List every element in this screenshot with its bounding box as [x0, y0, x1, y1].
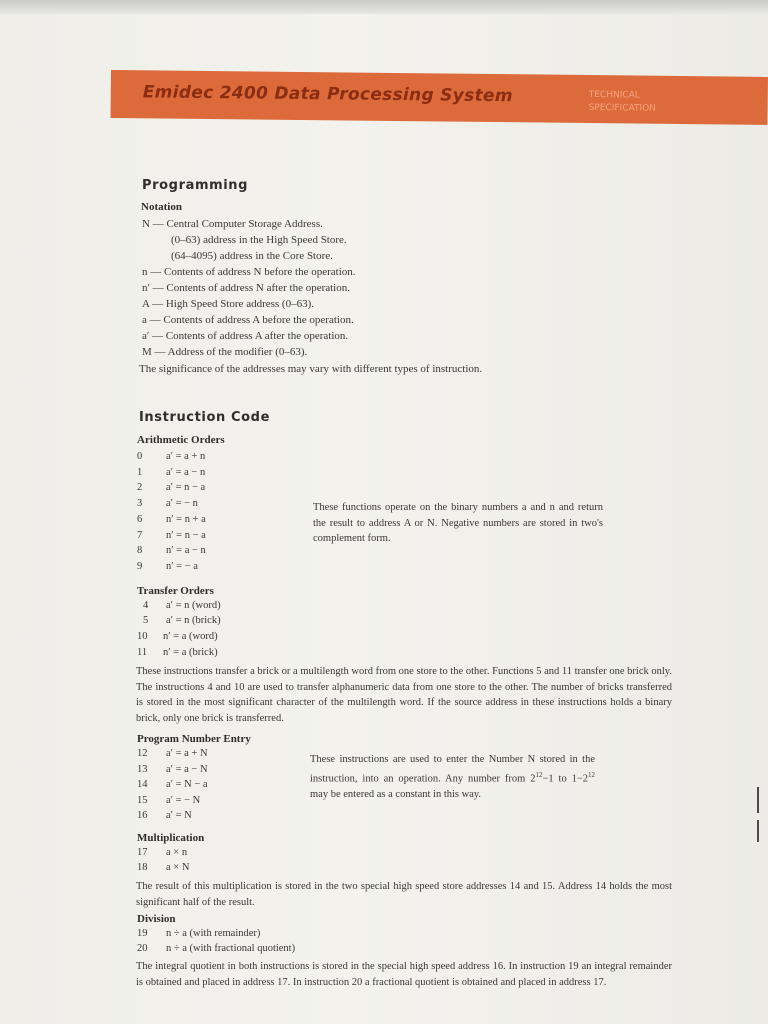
notation-line: n — Contents of address N before the operation.	[142, 266, 356, 278]
notation-line: n′ — Contents of address N after the operation.	[142, 282, 350, 294]
order-expression: a′ = a − n	[166, 467, 206, 478]
arithmetic-note: These functions operate on the binary numbers a and n and return the result to address A or N. Negative numbers are stored in two's complement form.	[313, 502, 603, 545]
multiplication-heading: Multiplication	[137, 832, 205, 844]
order-expression: n′ = a (brick)	[163, 647, 218, 658]
arithmetic-orders-heading: Arithmetic Orders	[137, 434, 225, 446]
document-subtitle	[589, 89, 657, 116]
order-code: 14	[137, 779, 148, 790]
note-exponent: 12	[535, 770, 543, 779]
subtitle-line-2: SPECIFICATION	[588, 103, 656, 114]
order-code: 7	[137, 530, 143, 541]
order-expression: n′ = n + a	[166, 514, 206, 525]
order-expression: a′ = a + N	[166, 748, 208, 759]
instruction-code-heading: Instruction Code	[139, 410, 270, 425]
order-code: 15	[137, 795, 148, 806]
notation-line: (0–63) address in the High Speed Store.	[171, 234, 347, 246]
program-number-entry-heading: Program Number Entry	[137, 733, 251, 745]
order-code: 12	[137, 748, 148, 759]
order-code: 3	[137, 498, 143, 509]
order-expression: n′ = a (word)	[163, 631, 218, 642]
order-expression: a′ = n (word)	[166, 600, 221, 611]
transfer-orders-heading: Transfer Orders	[137, 585, 214, 597]
order-expression: a′ = N − a	[166, 779, 208, 790]
notation-line: The significance of the addresses may vary with different types of instruction.	[139, 363, 483, 375]
transfer-note: These instructions transfer a brick or a multilength word from one store to the other. Functions 5 and 11 transfer one brick only. The instructions 4 and 10 are used to transfer alphanumeric data from one store to the other. The number of bricks transferred is stored in the most significant character of the multilength word. If the source address in these instructions holds a binary brick, only one brick is transferred.	[136, 666, 672, 724]
note-text: −1 to 1−2	[542, 773, 589, 785]
order-code: 11	[137, 647, 148, 658]
multiplication-note: The result of this multiplication is stored in the two special high speed store addresses 14 and 15. Address 14 holds the most significant half of the result.	[136, 881, 672, 908]
order-expression: n′ = n − a	[166, 530, 206, 541]
order-code: 0	[137, 451, 143, 462]
notation-line: N — Central Computer Storage Address.	[142, 218, 323, 230]
order-code: 16	[137, 810, 148, 821]
notation-line: (64–4095) address in the Core Store.	[171, 250, 333, 262]
order-code: 17	[137, 847, 148, 858]
order-expression: n ÷ a (with remainder)	[166, 928, 261, 939]
order-expression: a × n	[166, 847, 188, 858]
division-note: The integral quotient in both instructions is stored in the special high speed address 16. In instruction 19 an integral remainder is obtained and placed in address 17. In instruction 20 a fractional quotient is obtained and placed in address 17.	[136, 961, 672, 988]
note-exponent: 12	[588, 770, 596, 779]
order-expression: n′ = a − n	[166, 545, 206, 556]
order-code: 20	[137, 943, 148, 954]
order-code: 8	[137, 545, 143, 556]
margin-mark	[757, 820, 759, 842]
note-text: may be entered as a constant in this way.	[310, 788, 482, 800]
order-code: 6	[137, 514, 143, 525]
header-banner	[110, 70, 767, 125]
order-expression: a′ = − n	[166, 498, 198, 509]
order-code: 1	[137, 467, 143, 478]
order-expression: a′ = n − a	[166, 482, 206, 493]
document-title: Emidec 2400 Data Processing System	[142, 82, 513, 107]
order-expression: a′ = a + n	[166, 451, 206, 462]
note-text: These instructions are used to enter the Number N stored in the instruction, into an operation. Any number from 2	[310, 754, 595, 785]
order-expression: a × N	[166, 862, 190, 873]
order-code: 10	[137, 631, 148, 642]
order-code: 18	[137, 862, 148, 873]
order-code: 13	[137, 764, 148, 775]
subtitle-line-1: TECHNICAL	[588, 90, 640, 101]
program-number-entry-note	[310, 752, 595, 802]
order-expression: n ÷ a (with fractional quotient)	[166, 943, 296, 954]
order-code: 4	[143, 600, 149, 611]
order-expression: n′ = − a	[166, 561, 198, 572]
notation-heading: Notation	[141, 201, 182, 213]
order-expression: a′ = a − N	[166, 764, 208, 775]
order-code: 5	[143, 615, 149, 626]
margin-mark	[757, 787, 759, 813]
notation-line: a′ — Contents of address A after the operation.	[142, 330, 349, 342]
notation-line: A — High Speed Store address (0–63).	[142, 298, 315, 310]
programming-heading: Programming	[142, 178, 249, 193]
order-code: 9	[137, 561, 143, 572]
order-code: 19	[137, 928, 148, 939]
division-heading: Division	[137, 913, 176, 925]
order-expression: a′ = N	[166, 810, 192, 821]
notation-line: M — Address of the modifier (0–63).	[142, 346, 308, 358]
order-expression: a′ = − N	[166, 795, 201, 806]
notation-line: a — Contents of address A before the operation.	[142, 314, 354, 326]
order-code: 2	[137, 482, 143, 493]
order-expression: a′ = n (brick)	[166, 615, 221, 626]
